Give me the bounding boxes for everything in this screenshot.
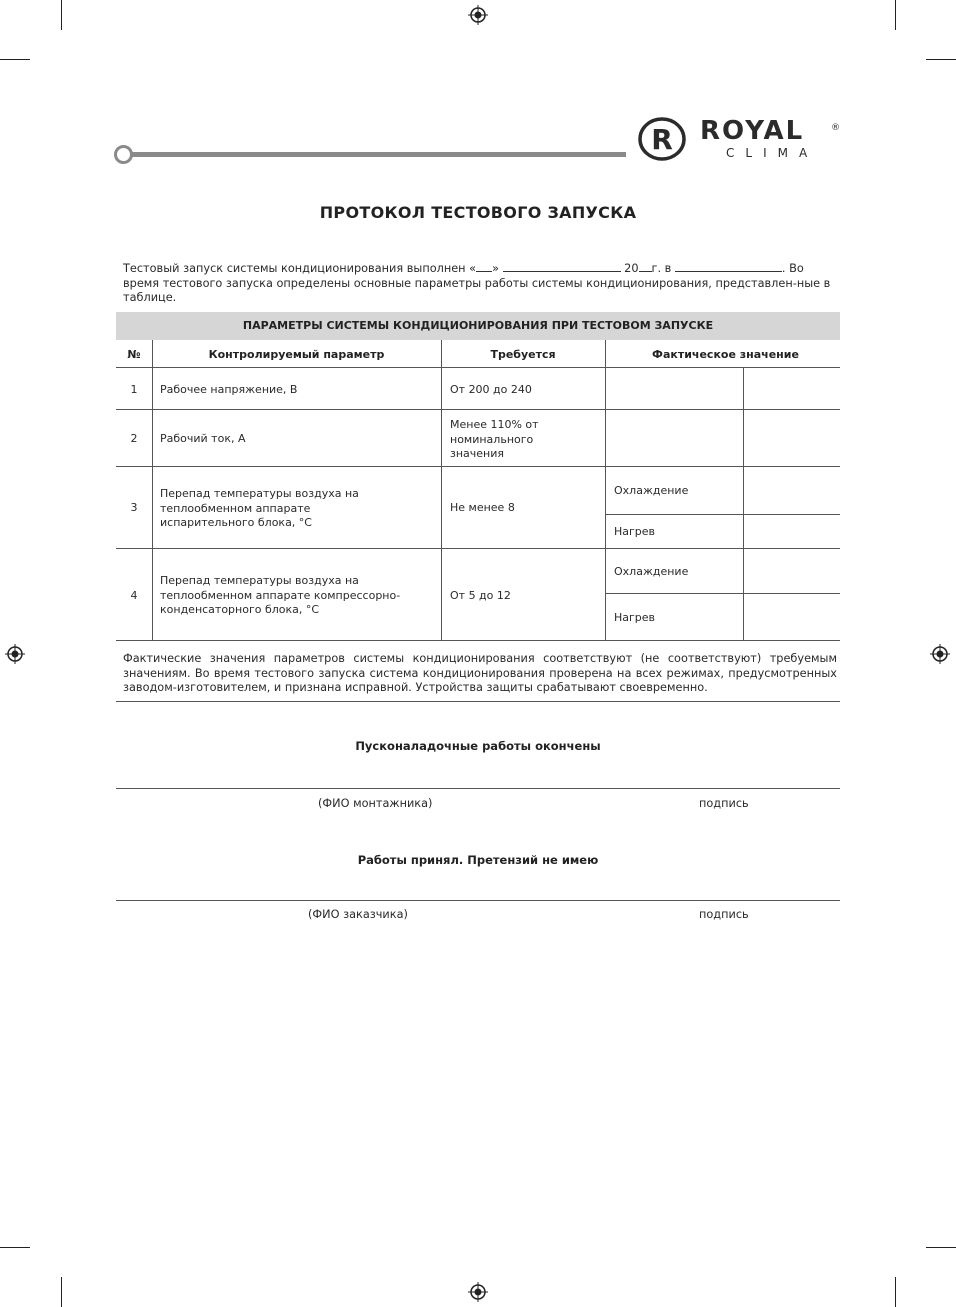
registration-mark-icon (468, 5, 488, 25)
intro-text: 20 (620, 262, 639, 275)
registration-mark-icon (5, 644, 25, 664)
table-border (116, 548, 840, 549)
crop-mark (0, 59, 30, 60)
registration-mark-icon (930, 644, 950, 664)
logo-registered-mark: ® (831, 123, 840, 133)
crop-mark (61, 1277, 62, 1307)
row-number: 3 (130, 501, 138, 514)
table-border (743, 367, 744, 640)
row-required: От 200 до 240 (450, 383, 532, 396)
installer-name-caption: (ФИО монтажника) (318, 797, 433, 810)
column-header-number: № (127, 348, 141, 361)
intro-text: » (492, 262, 503, 275)
row-required: От 5 до 12 (450, 589, 511, 602)
crop-mark (61, 0, 62, 30)
installer-signature-caption: подпись (699, 797, 749, 810)
table-border (116, 701, 840, 702)
intro-text: . Во время тестового запуска определены основные параметры работы системы кондиционирования, представлен-ные в таблице. (123, 262, 831, 304)
page-title: ПРОТОКОЛ ТЕСТОВОГО ЗАПУСКА (319, 203, 637, 222)
crop-mark (926, 1247, 956, 1248)
table-border (441, 340, 442, 640)
logo-emblem-letter: R (651, 123, 673, 156)
customer-signature-line (116, 900, 840, 901)
intro-paragraph (123, 261, 835, 306)
table-border (605, 340, 606, 640)
day-blank (476, 261, 492, 272)
table-border (605, 593, 840, 594)
mode-heating: Нагрев (614, 525, 656, 538)
table-border (116, 367, 840, 368)
intro-text: Тестовый запуск системы кондиционирования выполнен « (123, 262, 477, 275)
mode-heating: Нагрев (614, 611, 656, 624)
crop-mark (0, 1247, 30, 1248)
row-required: Менее 110% от номинального значения (450, 418, 539, 460)
table-border (605, 514, 840, 515)
table-caption: ПАРАМЕТРЫ СИСТЕМЫ КОНДИЦИОНИРОВАНИЯ ПРИ ТЕСТОВОМ ЗАПУСКЕ (116, 312, 840, 340)
year-blank (639, 261, 652, 272)
table-border (152, 340, 153, 640)
column-header-parameter: Контролируемый параметр (208, 348, 385, 361)
crop-mark (895, 0, 896, 30)
table-border (116, 409, 840, 410)
row-number: 4 (130, 589, 138, 602)
row-parameter: Перепад температуры воздуха на теплообменном аппарате компрессорно-конденсаторного блока, °С (160, 574, 401, 616)
commissioning-title: Пусконаладочные работы окончены (355, 739, 601, 753)
customer-signature-caption: подпись (699, 908, 749, 921)
customer-name-caption: (ФИО заказчика) (308, 908, 408, 921)
header-bar-dot (114, 145, 133, 164)
installer-signature-line (116, 788, 840, 789)
intro-text: г. в (651, 262, 675, 275)
table-border (116, 466, 840, 467)
row-number: 1 (130, 383, 138, 396)
royal-clima-logo-icon (637, 116, 687, 162)
logo-clima: CLIMA (726, 146, 819, 160)
column-header-required: Требуется (490, 348, 556, 361)
table-border (116, 640, 840, 641)
row-required: Не менее 8 (450, 501, 515, 514)
mode-cooling: Охлаждение (614, 565, 689, 578)
conclusion-paragraph: Фактические значения параметров системы кондиционирования соответствуют (не соответствуют) требуемым значениям. Во время тестового запуска система кондиционирования проверена на всех режимах, предусмотренных заводом-изготовителем, и признана исправной. Устройства защиты срабатывают своевременно. (123, 652, 837, 694)
row-parameter: Рабочее напряжение, В (160, 383, 298, 396)
logo-royal: ROYAL (700, 116, 805, 146)
row-number: 2 (130, 432, 138, 445)
registration-mark-icon (468, 1282, 488, 1302)
time-blank (675, 261, 782, 272)
row-parameter: Перепад температуры воздуха на теплообменном аппарате испарительного блока, °С (160, 487, 359, 529)
crop-mark (895, 1277, 896, 1307)
mode-cooling: Охлаждение (614, 484, 689, 497)
acceptance-title: Работы принял. Претензий не имею (357, 853, 599, 867)
crop-mark (926, 59, 956, 60)
column-header-actual: Фактическое значение (652, 348, 799, 361)
row-parameter: Рабочий ток, А (160, 432, 246, 445)
month-blank (503, 261, 621, 272)
header-bar-line (132, 152, 626, 157)
